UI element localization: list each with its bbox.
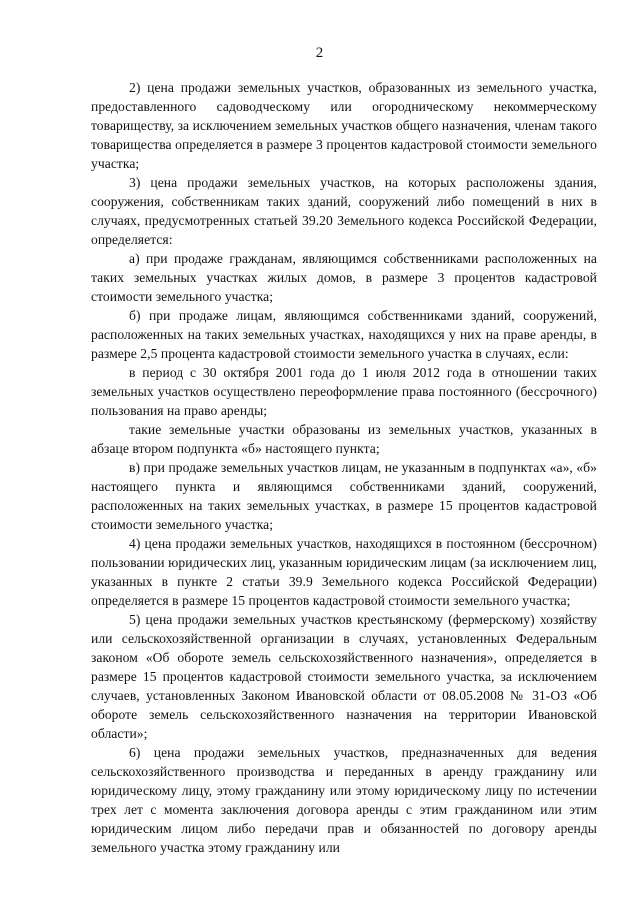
- page-number: 2: [315, 45, 324, 61]
- paragraph-item-5: 5) цена продажи земельных участков крестьянскому (фермерскому) хозяйству или сельскохозяйственной организации в случаях, установленных Федеральным законом «Об обороте земель сельскохозяйственного назначения», определяется в размере 15 процентов кадастровой стоимости земельного участка, за исключением случаев, установленных Законом Ивановской области от 08.05.2008 № 31-ОЗ «Об обороте земель сельскохозяйственного назначения на территории Ивановской области»;: [91, 612, 597, 741]
- paragraph-condition-2: такие земельные участки образованы из земельных участков, указанных в абзаце втором подпункта «б» настоящего пункта;: [91, 422, 597, 456]
- paragraph-subitem-b: б) при продаже лицам, являющимся собственниками зданий, сооружений, расположенных на таких земельных участках, находящихся у них на праве аренды, в размере 2,5 процента кадастровой стоимости земельного участка в случаях, если:: [91, 308, 597, 361]
- paragraph-item-4: 4) цена продажи земельных участков, находящихся в постоянном (бессрочном) пользовании юридических лиц, указанным юридическим лицам (за исключением лиц, указанных в пункте 2 статьи 39.9 Земельного кодекса Российской Федерации) определяется в размере 15 процентов кадастровой стоимости земельного участка;: [91, 536, 597, 608]
- paragraph-subitem-a: а) при продаже гражданам, являющимся собственниками расположенных на таких земельных участках жилых домов, в размере 3 процентов кадастровой стоимости земельного участка;: [91, 251, 597, 304]
- paragraph-item-6: 6) цена продажи земельных участков, предназначенных для ведения сельскохозяйственного производства и переданных в аренду гражданину или юридическому лицу, этому гражданину или этому юридическому лицу по истечении трех лет с момента заключения договора аренды с этим гражданином или этим юридическим лицом либо передачи прав и обязанностей по договору аренды земельного участка этому гражданину или: [91, 745, 597, 855]
- document-body: [91, 78, 597, 857]
- paragraph-condition-1: в период с 30 октября 2001 года до 1 июля 2012 года в отношении таких земельных участков осуществлено переоформление права постоянного (бессрочного) пользования на право аренды;: [91, 365, 597, 418]
- paragraph-item-2: 2) цена продажи земельных участков, образованных из земельного участка, предоставленного садоводческому или огородническому некоммерческому товариществу, за исключением земельных участков общего назначения, членам такого товарищества определяется в размере 3 процентов кадастровой стоимости земельного участка;: [91, 80, 597, 171]
- paragraph-subitem-v: в) при продаже земельных участков лицам, не указанным в подпунктах «а», «б» настоящего пункта и являющимся собственниками зданий, сооружений, расположенных на таких земельных участках, в размере 15 процентов кадастровой стоимости земельного участка;: [91, 460, 597, 532]
- paragraph-item-3: 3) цена продажи земельных участков, на которых расположены здания, сооружения, собственникам таких зданий, сооружений либо помещений в них в случаях, предусмотренных статьей 39.20 Земельного кодекса Российской Федерации, определяется:: [91, 175, 597, 247]
